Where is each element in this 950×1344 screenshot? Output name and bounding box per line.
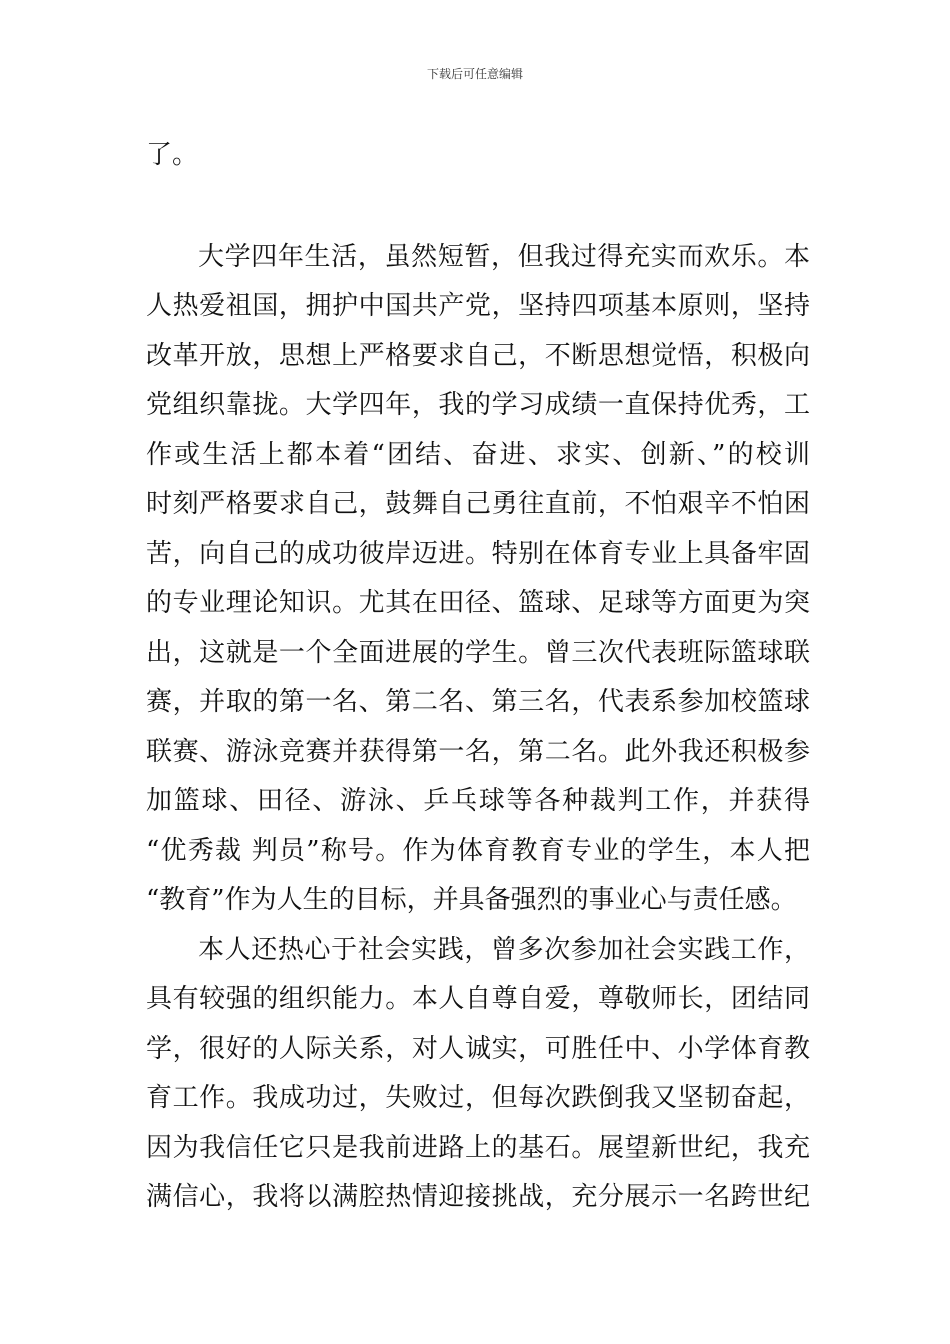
text-line: 本人还热心于社会实践，曾多次参加社会实践工作， <box>198 934 810 965</box>
paragraph <box>146 233 810 926</box>
document-body <box>146 131 810 1223</box>
text-line: 时刻严格要求自己，鼓舞自己勇往直前，不怕艰辛不怕困 <box>146 489 810 519</box>
paragraph-gap <box>146 181 810 233</box>
text-line: “教育”作为人生的目标，并具备强烈的事业心与责任感。 <box>146 885 797 915</box>
paragraph <box>146 131 810 181</box>
text-line: 大学四年生活，虽然短暂，但我过得充实而欢乐。本 <box>198 241 810 272</box>
page-header: 下载后可任意编辑 <box>426 67 523 81</box>
text-line: 改革开放，思想上严格要求自己，不断思想觉悟，积极向 <box>146 340 810 371</box>
text-line: 人热爱祖国，拥护中国共产党，坚持四项基本原则，坚持 <box>146 291 810 321</box>
text-line: 出，这就是一个全面进展的学生。曾三次代表班际篮球联 <box>146 637 810 668</box>
text-line: 学，很好的人际关系，对人诚实，可胜任中、小学体育教 <box>146 1033 810 1064</box>
text-line: 联赛、游泳竞赛并获得第一名，第二名。此外我还积极参 <box>146 736 810 767</box>
text-line: 具有较强的组织能力。本人自尊自爱，尊敬师长，团结同 <box>146 984 810 1014</box>
paragraph <box>146 926 810 1223</box>
text-line: 赛，并取的第一名、第二名、第三名，代表系参加校篮球 <box>146 687 810 717</box>
text-line: 作或生活上都本着“团结、奋进、求实、创新、”的校训 <box>146 439 810 470</box>
text-line: 苦，向自己的成功彼岸迈进。特别在体育专业上具备牢固 <box>146 538 810 569</box>
text-line: 育工作。我成功过，失败过，但每次跌倒我又坚韧奋起， <box>146 1083 810 1113</box>
text-line: 了。 <box>146 140 199 170</box>
text-line: 加篮球、田径、游泳、乒乓球等各种裁判工作，并获得 <box>146 786 810 816</box>
text-line: 因为我信任它只是我前进路上的基石。展望新世纪，我充 <box>146 1132 810 1163</box>
text-line: 满信心，我将以满腔热情迎接挑战，充分展示一名跨世纪 <box>146 1182 810 1212</box>
text-line: 的专业理论知识。尤其在田径、篮球、足球等方面更为突 <box>146 588 810 618</box>
text-line: 党组织靠拢。大学四年，我的学习成绩一直保持优秀，工 <box>146 390 810 420</box>
text-line: “优秀裁 判员”称号。作为体育教育专业的学生，本人把 <box>146 835 810 866</box>
